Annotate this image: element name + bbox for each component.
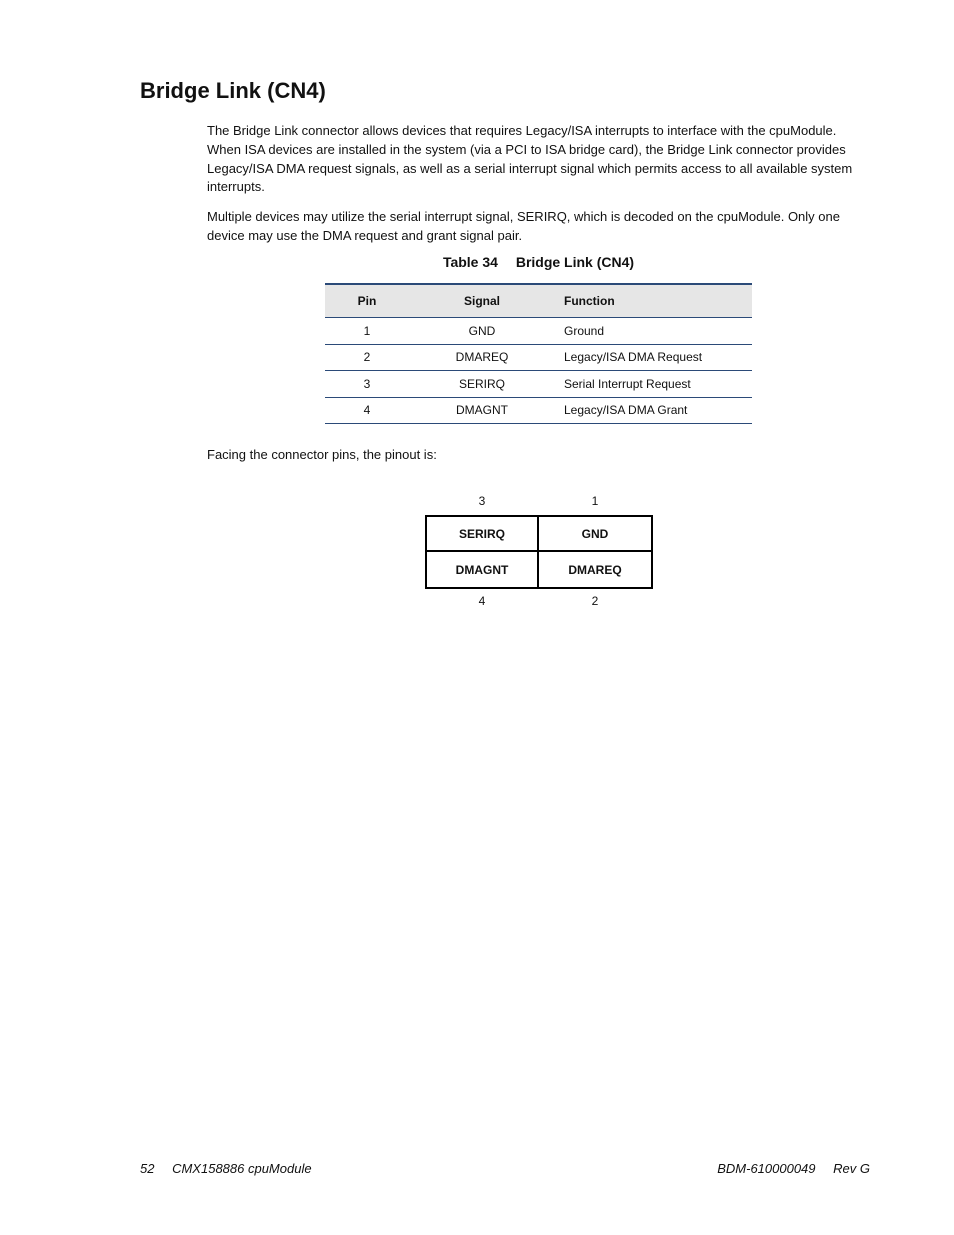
- table-row: [325, 397, 752, 424]
- pinout-cell-dmareq: DMAREQ: [568, 562, 622, 577]
- pinout-cell-gnd: GND: [539, 517, 651, 552]
- table-row: [325, 318, 752, 345]
- table-title: Bridge Link (CN4): [515, 254, 635, 270]
- cell-pin: 3: [325, 371, 409, 398]
- page-number: 52: [140, 1161, 155, 1176]
- connector-pinout-diagram: [425, 515, 653, 589]
- revision: Rev G: [833, 1161, 870, 1176]
- table-caption: [325, 254, 752, 270]
- header-signal: Signal: [409, 284, 555, 318]
- pin-number-top-right: 1: [591, 494, 599, 508]
- table-number: Table 34: [442, 254, 498, 270]
- cell-function: Serial Interrupt Request: [555, 371, 752, 398]
- cell-function: Legacy/ISA DMA Grant: [555, 397, 752, 424]
- cell-signal: GND: [409, 318, 555, 345]
- document-number: BDM-610000049: [717, 1161, 816, 1176]
- table-row: [325, 344, 752, 371]
- pinout-cell-dmagnt: DMAGNT: [427, 552, 539, 587]
- serirq-paragraph: Multiple devices may utilize the serial interrupt signal, SERIRQ, which is decoded on the cpuModule. Only one device may use the DMA request and grant signal pair.: [207, 209, 840, 243]
- cell-function: Ground: [555, 318, 752, 345]
- pin-number-top-left: 3: [478, 494, 486, 508]
- pinout-intro: Facing the connector pins, the pinout is:: [207, 447, 437, 462]
- section-heading: Bridge Link (CN4): [140, 78, 326, 103]
- table-row: [325, 371, 752, 398]
- footer-right: [717, 1161, 870, 1176]
- cell-signal: DMAREQ: [409, 344, 555, 371]
- cell-pin: 4: [325, 397, 409, 424]
- cell-pin: 2: [325, 344, 409, 371]
- header-pin: Pin: [325, 284, 409, 318]
- pin-number-bottom-right: 2: [591, 594, 599, 608]
- intro-paragraph: The Bridge Link connector allows devices that requires Legacy/ISA interrupts to interface with the cpuModule. When ISA devices are installed in the system (via a PCI to ISA bridge card), the Bridge Link connector provides Legacy/ISA DMA request signals, as well as a serial interrupt signal which permits access to all available system interrupts.: [207, 123, 853, 195]
- bridge-link-table: [325, 283, 752, 424]
- pinout-cell-serirq: SERIRQ: [427, 517, 539, 552]
- cell-function: Legacy/ISA DMA Request: [555, 344, 752, 371]
- cell-signal: SERIRQ: [409, 371, 555, 398]
- table-header-row: [325, 284, 752, 318]
- cell-pin: 1: [325, 318, 409, 345]
- product-name: CMX158886 cpuModule: [172, 1161, 312, 1176]
- footer-left: [140, 1161, 312, 1176]
- header-function: Function: [555, 284, 752, 318]
- cell-signal: DMAGNT: [409, 397, 555, 424]
- pin-number-bottom-left: 4: [478, 594, 486, 608]
